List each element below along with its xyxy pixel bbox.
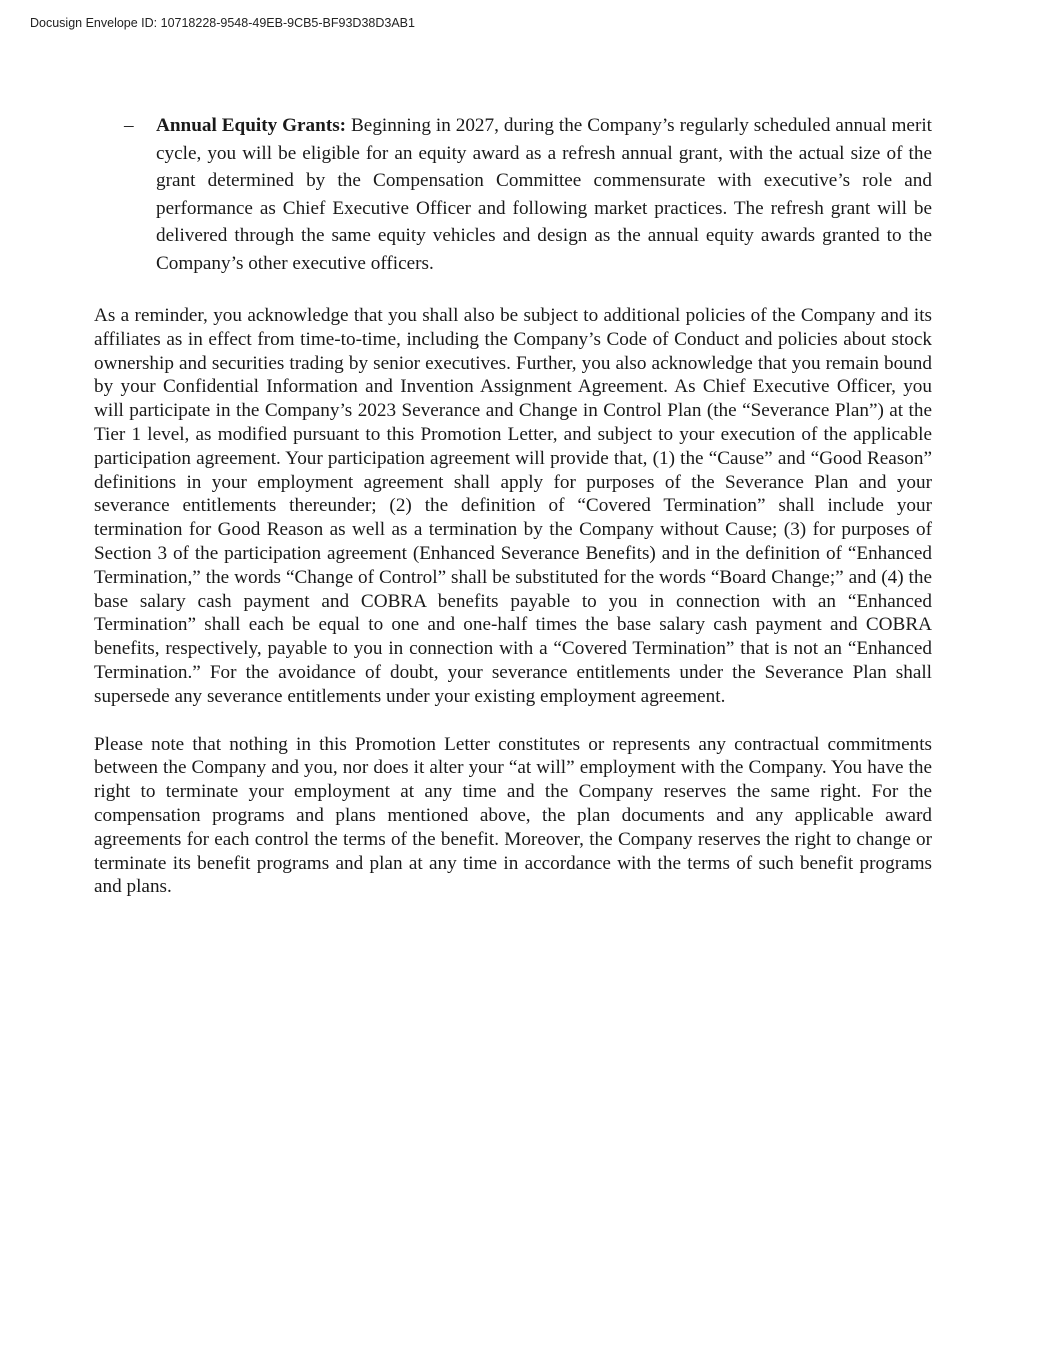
bullet-dash: –: [124, 115, 134, 136]
at-will-note-paragraph: Please note that nothing in this Promotion Letter constitutes or represents any contractual commitments between the Company and you, nor does it alter your “at will” employment with the Company. You have the right to terminate your employment at any time and the Company reserves the same right. For the compensation programs and plans mentioned above, the plan documents and any applicable award agreements for each control the terms of the benefit. Moreover, the Company reserves the right to change or terminate its benefit programs and plan at any time in accordance with the terms of such benefit programs and plans.: [94, 733, 932, 898]
annual-equity-grants-heading: Annual Equity Grants:: [156, 115, 351, 136]
annual-equity-grants-text: Beginning in 2027, during the Company’s regularly scheduled annual merit cycle, you will be eligible for an equity award as a refresh annual grant, with the actual size of the grant determined by the Compensation Committee commensurate with executive’s role and performance as Chief Executive Officer and following market practices. The refresh grant will be delivered through the same equity vehicles and design as the annual equity awards granted to the Company’s other executive officers.: [156, 115, 932, 274]
annual-equity-grants-item: [124, 112, 932, 277]
reminder-paragraph: As a reminder, you acknowledge that you shall also be subject to additional policies of the Company and its affiliates as in effect from time-to-time, including the Company’s Code of Conduct and policies about stock ownership and securities trading by senior executives. Further, you also acknowledge that you remain bound by your Confidential Information and Invention Assignment Agreement. As Chief Executive Officer, you will participate in the Company’s 2023 Severance and Change in Control Plan (the “Severance Plan”) at the Tier 1 level, as modified pursuant to this Promotion Letter, and subject to your execution of the applicable participation agreement. Your participation agreement will provide that, (1) the “Cause” and “Good Reason” definitions in your employment agreement shall apply for purposes of the Severance Plan and your severance entitlements thereunder; (2) the definition of “Covered Termination” shall include your termination for Good Reason as well as a termination by the Company without Cause; (3) for purposes of Section 3 of the participation agreement (Enhanced Severance Benefits) and in the definition of “Enhanced Termination,” the words “Change of Control” shall be substituted for the words “Board Change;” and (4) the base salary cash payment and COBRA benefits payable to you in connection with an “Enhanced Termination” shall each be equal to one and one-half times the base salary cash payment and COBRA benefits, respectively, payable to you in connection with a “Covered Termination” that is not an “Enhanced Termination.” For the avoidance of doubt, your severance entitlements under the Severance Plan shall supersede any severance entitlements under your existing employment agreement.: [94, 305, 932, 707]
letter-body: [94, 112, 932, 899]
docusign-envelope-id: Docusign Envelope ID: 10718228-9548-49EB-9CB5-BF93D38D3AB1: [30, 16, 415, 30]
